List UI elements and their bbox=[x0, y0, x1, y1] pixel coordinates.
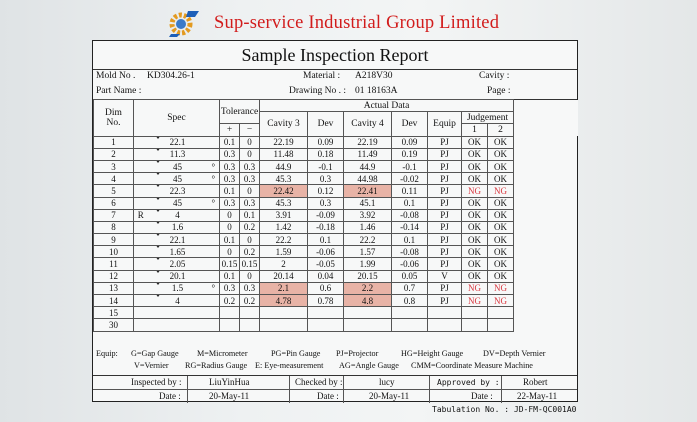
cell-plus bbox=[220, 307, 240, 319]
cell-j2: OK bbox=[488, 221, 514, 233]
cell-r bbox=[134, 258, 148, 270]
cell-minus bbox=[240, 307, 260, 319]
cell-plus: 0.1 bbox=[220, 234, 240, 246]
cell-deg bbox=[208, 270, 220, 282]
legend-angle-gauge: AG=Angle Gauge bbox=[339, 361, 399, 370]
cell-equip: PJ bbox=[428, 136, 462, 148]
cell-j1: OK bbox=[462, 270, 488, 282]
cell-dim: 6 bbox=[94, 197, 134, 209]
cell-plus: 0 bbox=[220, 246, 240, 258]
cell-dim: 15 bbox=[94, 307, 134, 319]
cell-d1: -0.18 bbox=[308, 221, 344, 233]
cell-equip: PJ bbox=[428, 282, 462, 294]
cell-c3: 45.3 bbox=[260, 173, 308, 185]
cell-c4: 44.9 bbox=[344, 160, 392, 172]
cell-spec: 22.1 bbox=[148, 234, 208, 246]
table-row bbox=[94, 258, 578, 270]
drawing-value: 01 18163A bbox=[355, 86, 398, 96]
table-row bbox=[94, 234, 578, 246]
spec-marker-icon bbox=[155, 221, 161, 224]
cell-c3: 22.42 bbox=[260, 185, 308, 197]
cell-c3: 11.48 bbox=[260, 148, 308, 160]
cell-c4: 44.98 bbox=[344, 173, 392, 185]
actual-data-header: Actual Data bbox=[260, 100, 514, 112]
table-row bbox=[94, 160, 578, 172]
cell-r bbox=[134, 295, 148, 307]
cell-c4: 1.57 bbox=[344, 246, 392, 258]
legend-eye-measurement: E: Eye-measurement bbox=[255, 361, 324, 370]
cell-minus: 0.2 bbox=[240, 221, 260, 233]
cell-spec: 4 bbox=[148, 209, 208, 221]
page-label: Page : bbox=[487, 86, 511, 96]
cell-minus: 0.2 bbox=[240, 246, 260, 258]
cell-spec: 20.1 bbox=[148, 270, 208, 282]
checked-by-value: lucy bbox=[379, 377, 395, 387]
cell-d1: -0.05 bbox=[308, 258, 344, 270]
cell-d1: 0.04 bbox=[308, 270, 344, 282]
table-row bbox=[94, 319, 578, 331]
dev2-header: Dev bbox=[392, 112, 428, 136]
spec-marker-icon bbox=[155, 282, 161, 285]
table-row bbox=[94, 173, 578, 185]
spec-marker-icon bbox=[155, 258, 161, 261]
cell-minus: 0.3 bbox=[240, 282, 260, 294]
cell-c3 bbox=[260, 307, 308, 319]
cell-spec: 45 bbox=[148, 197, 208, 209]
cell-d2: 0.8 bbox=[392, 295, 428, 307]
spec-marker-icon bbox=[155, 197, 161, 200]
cell-d2: 0.05 bbox=[392, 270, 428, 282]
table-row bbox=[94, 295, 578, 307]
cell-spec: 11.3 bbox=[148, 148, 208, 160]
cell-d2: -0.1 bbox=[392, 160, 428, 172]
cell-minus: 0 bbox=[240, 234, 260, 246]
cell-plus: 0.3 bbox=[220, 282, 240, 294]
cell-c3: 20.14 bbox=[260, 270, 308, 282]
cell-r bbox=[134, 270, 148, 282]
cell-c4: 2.2 bbox=[344, 282, 392, 294]
cell-dim: 14 bbox=[94, 295, 134, 307]
cell-r bbox=[134, 319, 148, 331]
cell-c4 bbox=[344, 319, 392, 331]
approved-by-label: Approved by : bbox=[437, 378, 500, 387]
cell-c3: 44.9 bbox=[260, 160, 308, 172]
cell-j2 bbox=[488, 307, 514, 319]
cell-j1: OK bbox=[462, 209, 488, 221]
cell-plus: 0.3 bbox=[220, 173, 240, 185]
cell-spec: 2.05 bbox=[148, 258, 208, 270]
cell-deg bbox=[208, 319, 220, 331]
judge2-header: 2 bbox=[488, 124, 514, 136]
report-title: Sample Inspection Report bbox=[93, 41, 577, 70]
cell-j1 bbox=[462, 319, 488, 331]
cell-j1 bbox=[462, 307, 488, 319]
spec-marker-icon bbox=[155, 185, 161, 188]
table-row bbox=[94, 185, 578, 197]
inspected-by-value: LiuYinHua bbox=[209, 377, 250, 387]
cell-d1: 0.12 bbox=[308, 185, 344, 197]
cell-d2: -0.14 bbox=[392, 221, 428, 233]
cell-d1: 0.3 bbox=[308, 197, 344, 209]
cavity-label: Cavity : bbox=[479, 71, 510, 81]
cell-c4: 22.41 bbox=[344, 185, 392, 197]
spec-marker-icon bbox=[155, 246, 161, 249]
tolerance-header: Tolerance bbox=[220, 100, 260, 124]
spec-marker-icon bbox=[155, 234, 161, 237]
cell-equip bbox=[428, 307, 462, 319]
cell-d1: -0.06 bbox=[308, 246, 344, 258]
cell-r bbox=[134, 160, 148, 172]
cell-d2: -0.02 bbox=[392, 173, 428, 185]
cell-equip: PJ bbox=[428, 234, 462, 246]
cell-deg bbox=[208, 258, 220, 270]
cell-deg: ° bbox=[208, 282, 220, 294]
table-row bbox=[94, 307, 578, 319]
cell-j2: OK bbox=[488, 160, 514, 172]
cell-j2: OK bbox=[488, 173, 514, 185]
cell-d1: 0.18 bbox=[308, 148, 344, 160]
cell-dim: 8 bbox=[94, 221, 134, 233]
cell-c4 bbox=[344, 307, 392, 319]
checked-by-label: Checked by : bbox=[295, 377, 343, 387]
table-row bbox=[94, 197, 578, 209]
cell-deg bbox=[208, 246, 220, 258]
cell-r bbox=[134, 282, 148, 294]
cell-equip: PJ bbox=[428, 209, 462, 221]
cell-dim: 12 bbox=[94, 270, 134, 282]
company-name: Sup-service Industrial Group Limited bbox=[214, 12, 500, 33]
cell-d1: -0.09 bbox=[308, 209, 344, 221]
cell-j2: OK bbox=[488, 234, 514, 246]
cell-dim: 11 bbox=[94, 258, 134, 270]
cell-r bbox=[134, 246, 148, 258]
cell-deg bbox=[208, 185, 220, 197]
cell-spec bbox=[148, 319, 208, 331]
cell-dim: 3 bbox=[94, 160, 134, 172]
legend-radius-gauge: RG=Radius Gauge bbox=[185, 361, 248, 370]
cell-plus: 0 bbox=[220, 209, 240, 221]
cell-d2 bbox=[392, 319, 428, 331]
cell-j2: OK bbox=[488, 197, 514, 209]
cell-j1: OK bbox=[462, 148, 488, 160]
cell-c4: 22.19 bbox=[344, 136, 392, 148]
inspected-by-label: Inspected by : bbox=[131, 377, 182, 387]
cell-dim: 7 bbox=[94, 209, 134, 221]
cell-c4: 22.2 bbox=[344, 234, 392, 246]
cell-minus: 0.3 bbox=[240, 197, 260, 209]
material-label: Material : bbox=[303, 71, 341, 81]
part-name-label: Part Name : bbox=[96, 86, 142, 96]
cell-deg bbox=[208, 307, 220, 319]
cell-d2: 0.1 bbox=[392, 234, 428, 246]
cell-d1: 0.6 bbox=[308, 282, 344, 294]
cell-d2: 0.19 bbox=[392, 148, 428, 160]
cell-c3: 2 bbox=[260, 258, 308, 270]
cell-j1: NG bbox=[462, 282, 488, 294]
cell-r bbox=[134, 136, 148, 148]
cell-spec: 4 bbox=[148, 295, 208, 307]
cell-minus: 0.3 bbox=[240, 160, 260, 172]
cell-deg bbox=[208, 234, 220, 246]
equipment-legend bbox=[93, 348, 577, 372]
cell-dim: 5 bbox=[94, 185, 134, 197]
cell-j2: NG bbox=[488, 295, 514, 307]
cell-deg: ° bbox=[208, 197, 220, 209]
cell-r bbox=[134, 234, 148, 246]
cell-j2: OK bbox=[488, 136, 514, 148]
cell-plus: 0.2 bbox=[220, 295, 240, 307]
cell-c3: 1.59 bbox=[260, 246, 308, 258]
cell-minus: 0.3 bbox=[240, 173, 260, 185]
cell-c3: 22.2 bbox=[260, 234, 308, 246]
cell-j2: OK bbox=[488, 246, 514, 258]
cell-spec: 22.3 bbox=[148, 185, 208, 197]
table-row bbox=[94, 246, 578, 258]
cell-j2: NG bbox=[488, 185, 514, 197]
cell-dim: 9 bbox=[94, 234, 134, 246]
cell-dim: 1 bbox=[94, 136, 134, 148]
cell-d1: 0.1 bbox=[308, 234, 344, 246]
cell-d2 bbox=[392, 307, 428, 319]
table-row bbox=[94, 209, 578, 221]
cell-r bbox=[134, 148, 148, 160]
checked-date: 20-May-11 bbox=[369, 391, 410, 401]
spec-marker-icon bbox=[155, 148, 161, 151]
cell-spec: 22.1 bbox=[148, 136, 208, 148]
cell-j1: OK bbox=[462, 258, 488, 270]
cell-plus: 0 bbox=[220, 221, 240, 233]
cell-equip: PJ bbox=[428, 197, 462, 209]
cell-c3 bbox=[260, 319, 308, 331]
cell-d1 bbox=[308, 319, 344, 331]
cell-d1: 0.09 bbox=[308, 136, 344, 148]
cell-r bbox=[134, 307, 148, 319]
table-row bbox=[94, 282, 578, 294]
cell-d1: 0.3 bbox=[308, 173, 344, 185]
cell-c3: 4.78 bbox=[260, 295, 308, 307]
cell-equip: PJ bbox=[428, 258, 462, 270]
cell-minus: 0 bbox=[240, 136, 260, 148]
table-margin bbox=[514, 100, 578, 137]
cell-c4: 3.92 bbox=[344, 209, 392, 221]
cell-d1: -0.1 bbox=[308, 160, 344, 172]
cell-d2: 0.11 bbox=[392, 185, 428, 197]
spec-marker-icon bbox=[155, 270, 161, 273]
cell-j1: NG bbox=[462, 295, 488, 307]
cell-deg: ° bbox=[208, 160, 220, 172]
cell-plus: 0.3 bbox=[220, 148, 240, 160]
cell-r bbox=[134, 197, 148, 209]
cell-c4: 4.8 bbox=[344, 295, 392, 307]
cell-minus bbox=[240, 319, 260, 331]
tol-minus-header: − bbox=[240, 124, 260, 136]
cell-d2: 0.7 bbox=[392, 282, 428, 294]
cell-deg bbox=[208, 295, 220, 307]
cell-d1: 0.78 bbox=[308, 295, 344, 307]
cell-plus: 0.1 bbox=[220, 136, 240, 148]
cell-j1: OK bbox=[462, 246, 488, 258]
spec-marker-icon bbox=[155, 209, 161, 212]
cell-deg bbox=[208, 209, 220, 221]
cell-spec: 45 bbox=[148, 173, 208, 185]
cell-equip: PJ bbox=[428, 148, 462, 160]
cell-c3: 2.1 bbox=[260, 282, 308, 294]
cell-equip: PJ bbox=[428, 160, 462, 172]
spec-marker-icon bbox=[155, 136, 161, 139]
cell-c3: 45.3 bbox=[260, 197, 308, 209]
legend-micrometer: M=Micrometer bbox=[197, 349, 248, 358]
spec-marker-icon bbox=[155, 160, 161, 163]
cell-equip: PJ bbox=[428, 221, 462, 233]
cell-minus: 0.1 bbox=[240, 209, 260, 221]
cell-equip: PJ bbox=[428, 295, 462, 307]
cell-equip: PJ bbox=[428, 246, 462, 258]
cell-deg bbox=[208, 148, 220, 160]
material-value: A218V30 bbox=[355, 71, 393, 81]
cell-c3: 22.19 bbox=[260, 136, 308, 148]
cell-deg bbox=[208, 221, 220, 233]
cell-spec: 45 bbox=[148, 160, 208, 172]
mold-label: Mold No . bbox=[96, 71, 136, 81]
legend-depth-vernier: DV=Depth Vernier bbox=[483, 349, 546, 358]
equip-header: Equip bbox=[428, 112, 462, 136]
cell-plus: 0.3 bbox=[220, 197, 240, 209]
cell-j1: OK bbox=[462, 160, 488, 172]
inspection-report bbox=[92, 40, 578, 402]
legend-cmm: CMM=Coordinate Measure Machine bbox=[411, 361, 533, 370]
table-row bbox=[94, 270, 578, 282]
tabulation-number: Tabulation No. : JD-FM-QC001A0 bbox=[432, 405, 577, 414]
cell-c3: 1.42 bbox=[260, 221, 308, 233]
gear-logo-icon bbox=[168, 8, 202, 38]
cell-spec: 1.5 bbox=[148, 282, 208, 294]
cell-c4: 45.1 bbox=[344, 197, 392, 209]
spec-marker-icon bbox=[155, 173, 161, 176]
cell-equip: PJ bbox=[428, 173, 462, 185]
report-info bbox=[93, 70, 577, 100]
table-row bbox=[94, 136, 578, 148]
legend-gap-gauge: G=Gap Gauge bbox=[131, 349, 179, 358]
cell-d2: -0.08 bbox=[392, 209, 428, 221]
cell-spec: 1.6 bbox=[148, 221, 208, 233]
table-row bbox=[94, 148, 578, 160]
cavity3-header: Cavity 3 bbox=[260, 112, 308, 136]
cell-plus bbox=[220, 319, 240, 331]
cell-j2: OK bbox=[488, 209, 514, 221]
cell-j2: NG bbox=[488, 282, 514, 294]
cavity4-header: Cavity 4 bbox=[344, 112, 392, 136]
header bbox=[168, 8, 499, 38]
cell-plus: 0.15 bbox=[220, 258, 240, 270]
cell-plus: 0.1 bbox=[220, 185, 240, 197]
cell-j1: OK bbox=[462, 197, 488, 209]
dim-header: Dim No. bbox=[94, 100, 134, 137]
cell-equip: PJ bbox=[428, 185, 462, 197]
cell-c4: 20.15 bbox=[344, 270, 392, 282]
cell-j2 bbox=[488, 319, 514, 331]
cell-d2: 0.09 bbox=[392, 136, 428, 148]
drawing-label: Drawing No . : bbox=[289, 86, 346, 96]
cell-j1: NG bbox=[462, 185, 488, 197]
spec-marker-icon bbox=[155, 295, 161, 298]
legend-vernier: V=Vernier bbox=[134, 361, 169, 370]
cell-minus: 0.2 bbox=[240, 295, 260, 307]
cell-deg bbox=[208, 136, 220, 148]
cell-j1: OK bbox=[462, 221, 488, 233]
mold-value: KD304.26-1 bbox=[147, 71, 195, 81]
cell-dim: 13 bbox=[94, 282, 134, 294]
cell-c4: 1.46 bbox=[344, 221, 392, 233]
cell-minus: 0 bbox=[240, 270, 260, 282]
cell-d2: -0.08 bbox=[392, 246, 428, 258]
cell-r bbox=[134, 221, 148, 233]
cell-dim: 2 bbox=[94, 148, 134, 160]
cell-c4: 1.99 bbox=[344, 258, 392, 270]
legend-label: Equip: bbox=[96, 349, 118, 358]
cell-j2: OK bbox=[488, 270, 514, 282]
cell-deg: ° bbox=[208, 173, 220, 185]
cell-plus: 0.3 bbox=[220, 160, 240, 172]
cell-equip: V bbox=[428, 270, 462, 282]
spec-header: Spec bbox=[134, 100, 220, 137]
cell-minus: 0 bbox=[240, 148, 260, 160]
cell-dim: 10 bbox=[94, 246, 134, 258]
approved-by-value: Robert bbox=[523, 377, 548, 387]
cell-j2: OK bbox=[488, 258, 514, 270]
date-label-3: Date : bbox=[471, 391, 493, 401]
cell-j2: OK bbox=[488, 148, 514, 160]
inspected-date: 20-May-11 bbox=[209, 391, 250, 401]
legend-height-gauge: HG=Height Gauge bbox=[401, 349, 464, 358]
dev1-header: Dev bbox=[308, 112, 344, 136]
judgement-header: Judgement bbox=[462, 112, 514, 124]
cell-equip bbox=[428, 319, 462, 331]
cell-j1: OK bbox=[462, 136, 488, 148]
cell-minus: 0 bbox=[240, 185, 260, 197]
date-label-2: Date : bbox=[317, 391, 339, 401]
tol-plus-header: + bbox=[220, 124, 240, 136]
cell-minus: 0.15 bbox=[240, 258, 260, 270]
cell-spec: 1.65 bbox=[148, 246, 208, 258]
cell-dim: 30 bbox=[94, 319, 134, 331]
cell-spec bbox=[148, 307, 208, 319]
cell-c3: 3.91 bbox=[260, 209, 308, 221]
legend-projector: PJ=Projector bbox=[336, 349, 379, 358]
signature-block bbox=[93, 375, 577, 403]
date-label-1: Date : bbox=[159, 391, 181, 401]
judge1-header: 1 bbox=[462, 124, 488, 136]
cell-j1: OK bbox=[462, 234, 488, 246]
table-row bbox=[94, 221, 578, 233]
cell-c4: 11.49 bbox=[344, 148, 392, 160]
cell-dim: 4 bbox=[94, 173, 134, 185]
cell-d1 bbox=[308, 307, 344, 319]
cell-d2: 0.1 bbox=[392, 197, 428, 209]
cell-r bbox=[134, 173, 148, 185]
cell-r: R bbox=[134, 209, 148, 221]
inspection-table bbox=[93, 99, 578, 332]
cell-j1: OK bbox=[462, 173, 488, 185]
cell-plus: 0.1 bbox=[220, 270, 240, 282]
approved-date: 22-May-11 bbox=[517, 391, 558, 401]
cell-d2: -0.06 bbox=[392, 258, 428, 270]
legend-pin-gauge: PG=Pin Gauge bbox=[271, 349, 321, 358]
cell-r bbox=[134, 185, 148, 197]
